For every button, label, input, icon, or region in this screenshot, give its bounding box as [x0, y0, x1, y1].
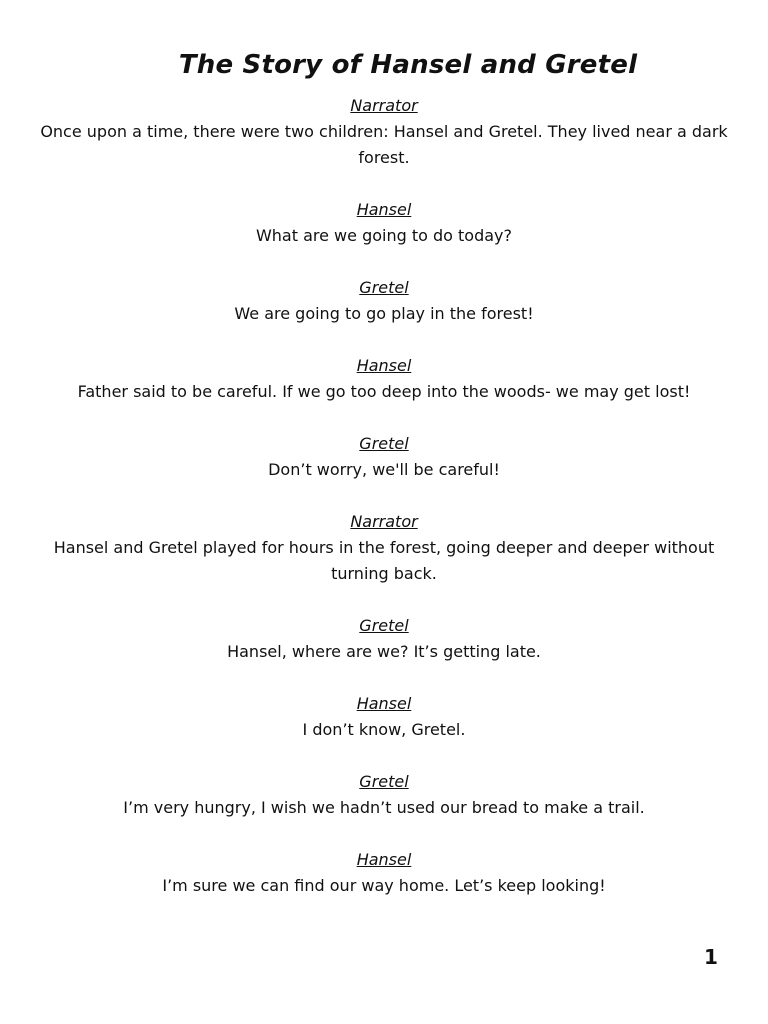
speaker-name: Narrator [350, 512, 418, 531]
speaker-name: Hansel [356, 356, 412, 375]
dialogue-line: I’m sure we can find our way home. Let’s keep looking! [162, 876, 606, 895]
speaker-name: Gretel [359, 772, 409, 791]
page-title: The Story of Hansel and Gretel [178, 50, 638, 80]
dialogue-block-hansel [34, 847, 734, 899]
dialogue-block-hansel [34, 353, 734, 405]
dialogue-line: I’m very hungry, I wish we hadn’t used our bread to make a trail. [123, 798, 645, 817]
page-number: 1 [704, 945, 718, 969]
dialogue-block-hansel [34, 197, 734, 249]
dialogue-block-gretel [34, 431, 734, 483]
dialogue-block-gretel [34, 613, 734, 665]
dialogue-line: Hansel and Gretel played for hours in the forest, going deeper and deeper without turning back. [53, 538, 715, 583]
speaker-name: Hansel [356, 200, 412, 219]
dialogue-line: What are we going to do today? [255, 226, 513, 245]
speaker-name: Hansel [356, 694, 412, 713]
dialogue-block-narrator [34, 509, 734, 587]
speaker-name: Gretel [359, 616, 409, 635]
dialogue-line: Father said to be careful. If we go too deep into the woods- we may get lost! [77, 382, 691, 401]
dialogue-block-gretel [34, 769, 734, 821]
speaker-name: Narrator [350, 96, 418, 115]
speaker-name: Gretel [359, 434, 409, 453]
dialogue-line: Hansel, where are we? It’s getting late. [227, 642, 541, 661]
dialogue-block-hansel [34, 691, 734, 743]
script-body [34, 93, 734, 925]
dialogue-block-narrator [34, 93, 734, 171]
speaker-name: Hansel [356, 850, 412, 869]
dialogue-block-gretel [34, 275, 734, 327]
dialogue-line: I don’t know, Gretel. [302, 720, 466, 739]
dialogue-line: Don’t worry, we'll be careful! [268, 460, 500, 479]
dialogue-line: We are going to go play in the forest! [234, 304, 534, 323]
speaker-name: Gretel [359, 278, 409, 297]
dialogue-line: Once upon a time, there were two children: Hansel and Gretel. They lived near a dark forest. [40, 122, 728, 167]
